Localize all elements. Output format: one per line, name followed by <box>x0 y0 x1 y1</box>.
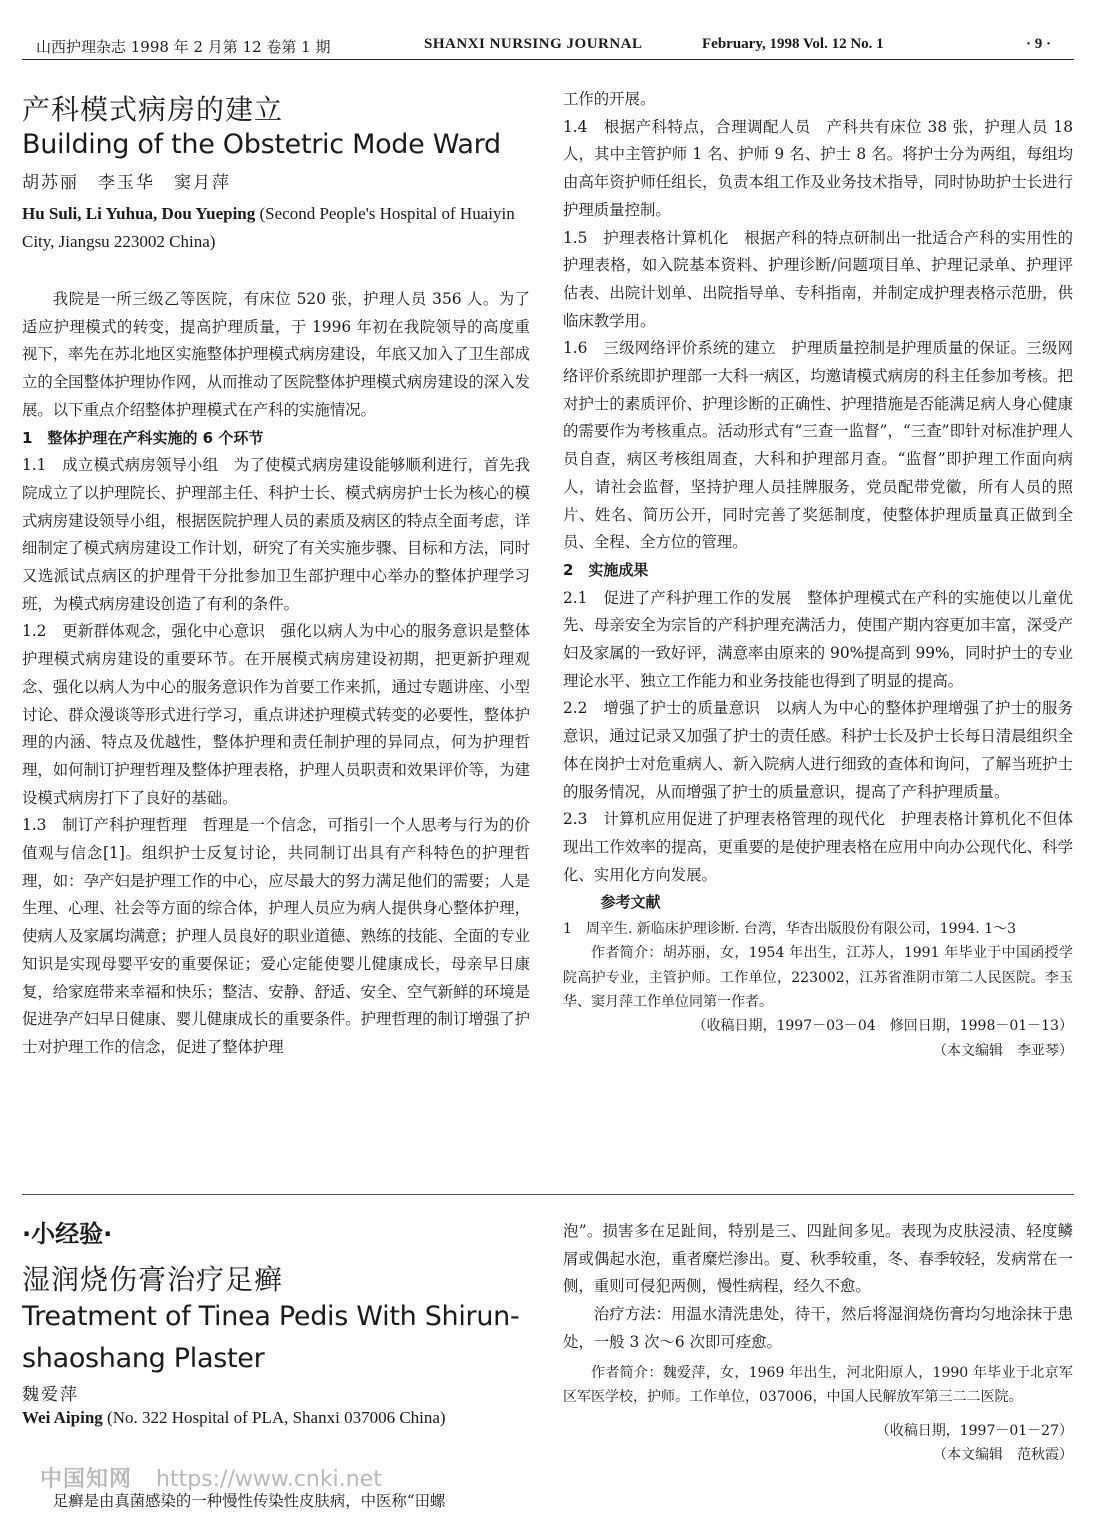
article1-title-cn: 产科模式病房的建立 <box>22 93 284 126</box>
paragraph: 1.4 根据产科特点，合理调配人员 产科共有床位 38 张，护理人员 18 人，其中主管护师 1 名、护师 9 名、护士 8 名。将护士分为两组，每组均由高年资护师任组长，负责本组工作及业务技术指导，同时协助护士长进行护理质量控制。 <box>563 117 1073 219</box>
section-divider <box>22 1194 1074 1195</box>
received-date: （收稿日期，1997－01－27） <box>875 1423 1073 1440</box>
intro-paragraph: 我院是一所三级乙等医院，有床位 520 张，护理人员 356 人。为了适应护理模式的转变，提高护理质量，于 1996 年初在我院领导的高度重视下，率先在苏北地区实施整体护理模式病房建设，年底又加入了卫生部成立的全国整体护理协作网，从而推动了医院整体护理模式病房建设的深入发展。以下重点介绍整体护理模式在产科的实施情况。 <box>22 290 530 419</box>
paragraph: 泡”。损害多在足趾间，特别是三、四趾间多见。表现为皮肤浸渍、轻度鳞屑或偶起水泡，重者糜烂渗出。夏、秋季较重，冬、春季较轻，发病常在一侧，重则可侵犯两侧，慢性病程，经久不愈。 <box>563 1222 1073 1296</box>
article2-author-en: Wei Aiping <box>22 1408 103 1427</box>
article2-affiliation <box>22 1404 530 1432</box>
paragraph: 1.6 三级网络评价系统的建立 护理质量控制是护理质量的保证。三级网络评价系统即护理部一大科一病区，均邀请模式病房的科主任参加考核。把对护士的素质评价、护理诊断的正确性、护理措施是否能满足病人身心健康的需要作为考核重点。活动形式有“三查一监督”，“三查”即针对标准护理人员自查，病区考核组周查，大科和护理部月查。“监督”即护理工作面向病人，请社会监督，坚持护理人员挂牌服务，党员配带党徽，所有人员的照片、姓名、简历公开，同时完善了奖惩制度，使整体护理质量真正做到全员、全程、全方位的管理。 <box>563 339 1073 552</box>
article2-author-cn: 魏爱萍 <box>22 1385 79 1405</box>
article1-authors-en: Hu Suli, Li Yuhua, Dou Yueping <box>22 204 256 223</box>
issue-date: February, 1998 Vol. 12 No. 1 <box>702 36 884 52</box>
paragraph: 2.2 增强了护士的质量意识 以病人为中心的整体护理增强了护士的服务意识，通过记录又加强了护士的责任感。科护士长及护士长每日清晨组织全体在岗护士对危重病人、新入院病人进行细致的查体和询问，了解当班护士的服务情况，从而增强了护士的质量意识，提高了产科护理质量。 <box>563 699 1073 801</box>
article1-authors-cn: 胡苏丽 李玉华 窦月萍 <box>22 173 231 193</box>
article2-title-cn: 湿润烧伤膏治疗足癣 <box>22 1263 284 1296</box>
article1-affiliation <box>22 200 530 256</box>
author-bio: 作者简介：胡苏丽，女，1954 年出生，江苏人，1991 年毕业于中国函授学院高护专业，主管护师。工作单位，223002，江苏省淮阴市第二人民医院。李玉华、窦月萍工作单位同第一作者。 <box>563 945 1073 1010</box>
cnki-url: https://www.cnki.net <box>156 1467 382 1492</box>
running-header <box>22 34 1074 60</box>
article1-left-column <box>22 286 530 1062</box>
cnki-logo: 中国知网 <box>40 1467 133 1492</box>
article2-right-column <box>563 1218 1073 1468</box>
journal-name-cn: 山西护理杂志 1998 年 2 月第 12 卷第 1 期 <box>36 38 331 56</box>
cnki-watermark <box>40 1462 382 1493</box>
journal-name-en: SHANXI NURSING JOURNAL <box>424 36 643 52</box>
paragraph: 2.3 计算机应用促进了护理表格管理的现代化 护理表格计算机化不但体现出工作效率的提高，更重要的是使护理表格在应用中向办公现代化、科学化、实用化方向发展。 <box>563 810 1073 884</box>
paragraph: 1.5 护理表格计算机化 根据产科的特点研制出一批适合产科的实用性的护理表格，如入院基本资料、护理诊断/问题项目单、护理记录单、护理评估表、出院计划单、出院指导单、专科指南，并制定成护理表格示范册，供临床教学用。 <box>563 228 1073 330</box>
paragraph: 治疗方法：用温水清洗患处，待干，然后将湿润烧伤膏均匀地涂抹于患处，一般 3 次～6 次即可痊愈。 <box>563 1305 1073 1351</box>
paragraph: 工作的开展。 <box>563 90 656 108</box>
article2-affiliation-text: (No. 322 Hospital of PLA, Shanxi 037006 China) <box>102 1408 446 1427</box>
editor-note: （本文编辑 范秋霞） <box>933 1447 1073 1464</box>
references-title: 参考文献 <box>600 893 661 912</box>
article2-title-en: Treatment of Tinea Pedis With Shirun-shaoshang Plaster <box>22 1301 520 1374</box>
editor-note: （本文编辑 李亚琴） <box>933 1042 1073 1059</box>
column-label: ·小经验· <box>22 1220 113 1248</box>
author-bio: 作者简介：魏爱萍，女，1969 年出生，河北阳原人，1990 年毕业于北京军区军医学校，护师。工作单位，037006，中国人民解放军第三二二医院。 <box>563 1364 1073 1405</box>
paragraph: 1.3 制订产科护理哲理 哲理是一个信念，可指引一个人思考与行为的价值观与信念[1]。组织护士反复讨论，共同制订出具有产科特色的护理哲理，如：孕产妇是护理工作的中心，应尽最大的努力满足他们的需要；人是生理、心理、社会等方面的综合体，护理人员应为病人提供身心整体护理，使病人及家属均满意；护理人员良好的职业道德、熟练的技能、全面的专业知识是实现母婴平安的重要保证；爱心定能使婴儿健康成长，母亲早日康复，给家庭带来幸福和快乐；整洁、安静、舒适、安全、空气新鲜的环境是促进孕产妇早日健康、婴儿健康成长的重要条件。护理哲理的制订增强了护士对护理工作的信念，促进了整体护理 <box>22 816 530 1056</box>
paragraph: 足癣是由真菌感染的一种慢性传染性皮肤病，中医称“田螺 <box>52 1492 446 1510</box>
paragraph: 1.1 成立模式病房领导小组 为了使模式病房建设能够顺利进行，首先我院成立了以护理院长、护理部主任、科护士长、模式病房护士长为核心的模式病房建设领导小组，根据医院护理人员的素质及病区的特点全面考虑，详细制定了模式病房建设工作计划，研究了有关实施步骤、目标和方法，同时又选派试点病区的护理骨干分批参加卫生部护理中心举办的整体护理学习班，为模式病房建设创造了有利的条件。 <box>22 456 530 613</box>
reference-item: 1 周辛生. 新临床护理诊断. 台湾，华杏出版股份有限公司，1994. 1～3 <box>563 921 1017 938</box>
section-heading: 1 整体护理在产科实施的 6 个环节 <box>22 428 264 447</box>
article1-affiliation-text: (Second People's Hospital of Huaiyin City, Jiangsu 223002 China) <box>22 204 515 251</box>
section-heading: 2 实施成果 <box>563 560 649 579</box>
article1-right-column <box>563 86 1073 1063</box>
article1-title-en: Building of the Obstetric Mode Ward <box>22 129 501 160</box>
received-date: （收稿日期，1997－03－04 修回日期，1998－01－13） <box>692 1018 1073 1035</box>
page-number: · 9 · <box>1026 36 1052 52</box>
paragraph: 1.2 更新群体观念，强化中心意识 强化以病人为中心的服务意识是整体护理模式病房建设的重要环节。在开展模式病房建设初期，把更新护理观念、强化以病人为中心的服务意识作为首要工作来抓，通过专题讲座、小型讨论、群众漫谈等形式进行学习，重点讲述护理模式转变的必要性，整体护理的内涵、特点及优越性，整体护理和责任制护理的异同点，何为护理哲理，如何制订护理哲理及整体护理表格，护理人员职责和效果评价等，为建设模式病房打下了良好的基础。 <box>22 622 530 807</box>
paragraph: 2.1 促进了产科护理工作的发展 整体护理模式在产科的实施使以儿童优先、母亲安全为宗旨的产科护理充满活力，使围产期内容更加丰富，深受产妇及家属的一致好评，满意率由原来的 90%提高到 99%，同时护士的专业理论水平、独立工作能力和业务技能也得到了明显的提高。 <box>563 588 1073 690</box>
